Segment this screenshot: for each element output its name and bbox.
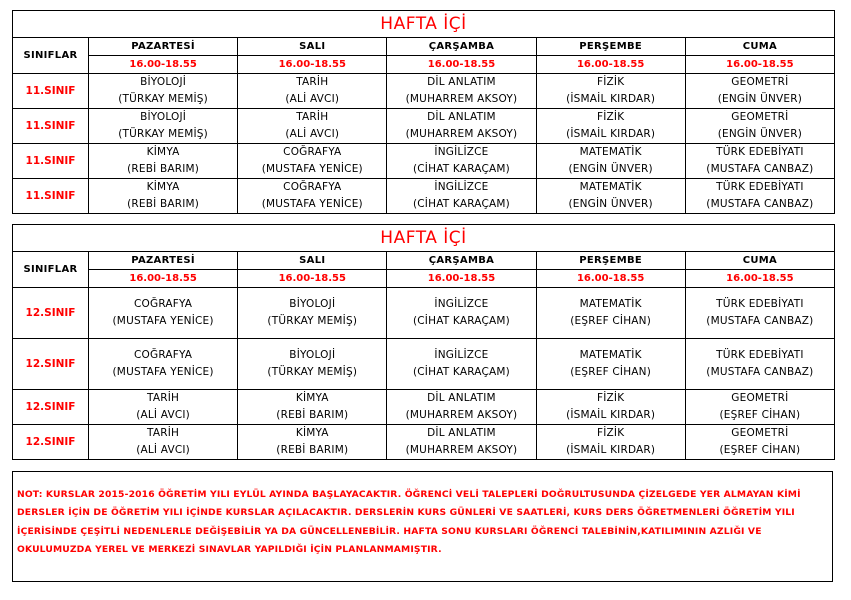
- subject-name: İNGİLİZCE: [434, 298, 489, 310]
- day-header: PERŞEMBE: [536, 252, 685, 270]
- teacher-name: (İSMAİL KIRDAR): [566, 444, 656, 456]
- subject-name: BİYOLOJİ: [289, 298, 336, 310]
- subject-name: TARİH: [296, 111, 329, 123]
- lesson-cell: [238, 179, 387, 214]
- table-row: [13, 74, 835, 109]
- day-header: PERŞEMBE: [536, 38, 685, 56]
- lesson-cell: [685, 390, 834, 425]
- teacher-name: (MUHARREM AKSOY): [405, 93, 518, 105]
- day-header: ÇARŞAMBA: [387, 38, 536, 56]
- subject-name: MATEMATİK: [579, 146, 642, 158]
- lesson-cell: [238, 390, 387, 425]
- lesson-cell: [89, 144, 238, 179]
- subject-name: GEOMETRİ: [731, 111, 789, 123]
- teacher-name: (ALİ AVCI): [285, 93, 340, 105]
- day-header: SALI: [238, 252, 387, 270]
- table-title: HAFTA İÇİ: [13, 11, 835, 38]
- subject-name: KİMYA: [295, 392, 329, 404]
- teacher-name: (MUSTAFA YENİCE): [112, 366, 214, 378]
- subject-name: BİYOLOJİ: [140, 111, 187, 123]
- class-label: 12.SINIF: [13, 390, 89, 425]
- teacher-name: (ENGİN ÜNVER): [717, 93, 803, 105]
- teacher-name: (EŞREF CİHAN): [719, 444, 801, 456]
- time-slot: 16.00-18.55: [536, 56, 685, 74]
- subject-name: MATEMATİK: [579, 349, 642, 361]
- lesson-cell: [89, 339, 238, 390]
- subject-name: KİMYA: [146, 181, 180, 193]
- class-label: 11.SINIF: [13, 109, 89, 144]
- teacher-name: (TÜRKAY MEMİŞ): [267, 366, 358, 378]
- lesson-cell: [536, 339, 685, 390]
- day-header: CUMA: [685, 252, 834, 270]
- class-label: 11.SINIF: [13, 179, 89, 214]
- lesson-cell: [685, 74, 834, 109]
- teacher-name: (EŞREF CİHAN): [570, 366, 652, 378]
- teacher-name: (REBİ BARIM): [127, 163, 200, 175]
- class-label: 12.SINIF: [13, 288, 89, 339]
- time-slot: 16.00-18.55: [238, 270, 387, 288]
- subject-name: DİL ANLATIM: [427, 76, 496, 88]
- lesson-cell: [536, 390, 685, 425]
- lesson-cell: [89, 179, 238, 214]
- table-row: [13, 144, 835, 179]
- teacher-name: (İSMAİL KIRDAR): [566, 93, 656, 105]
- lesson-cell: [685, 288, 834, 339]
- lesson-cell: [387, 144, 536, 179]
- teacher-name: (ALİ AVCI): [136, 409, 190, 421]
- teacher-name: (ENGİN ÜNVER): [568, 198, 653, 210]
- teacher-name: (EŞREF CİHAN): [570, 315, 652, 327]
- teacher-name: (ALİ AVCI): [136, 444, 190, 456]
- day-header: ÇARŞAMBA: [387, 252, 536, 270]
- lesson-cell: [536, 425, 685, 460]
- teacher-name: (REBİ BARIM): [127, 198, 200, 210]
- table-row: [13, 288, 835, 339]
- lesson-cell: [387, 390, 536, 425]
- time-slot: 16.00-18.55: [238, 56, 387, 74]
- subject-name: FİZİK: [597, 76, 625, 88]
- subject-name: TARİH: [147, 392, 180, 404]
- lesson-cell: [238, 109, 387, 144]
- time-slot: 16.00-18.55: [387, 270, 536, 288]
- class-label: 11.SINIF: [13, 144, 89, 179]
- teacher-name: (MUSTAFA CANBAZ): [706, 315, 814, 327]
- lesson-cell: [685, 109, 834, 144]
- teacher-name: (MUHARREM AKSOY): [405, 128, 518, 140]
- subject-name: BİYOLOJİ: [140, 76, 187, 88]
- teacher-name: (MUSTAFA CANBAZ): [706, 198, 814, 210]
- subject-name: COĞRAFYA: [133, 349, 193, 361]
- subject-name: DİL ANLATIM: [427, 427, 496, 439]
- table-row: [13, 109, 835, 144]
- lesson-cell: [238, 144, 387, 179]
- subject-name: MATEMATİK: [579, 181, 642, 193]
- lesson-cell: [536, 288, 685, 339]
- lesson-cell: [238, 425, 387, 460]
- teacher-name: (TÜRKAY MEMİŞ): [118, 93, 208, 105]
- teacher-name: (MUHARREM AKSOY): [405, 409, 518, 421]
- subject-name: TARİH: [296, 76, 329, 88]
- lesson-cell: [685, 339, 834, 390]
- teacher-name: (MUSTAFA YENİCE): [112, 315, 214, 327]
- lesson-cell: [387, 288, 536, 339]
- teacher-name: (TÜRKAY MEMİŞ): [118, 128, 208, 140]
- table-title: HAFTA İÇİ: [13, 225, 835, 252]
- lesson-cell: [238, 74, 387, 109]
- subject-name: FİZİK: [597, 111, 625, 123]
- subject-name: BİYOLOJİ: [289, 349, 336, 361]
- lesson-cell: [89, 390, 238, 425]
- subject-name: GEOMETRİ: [731, 76, 789, 88]
- subject-name: GEOMETRİ: [731, 427, 789, 439]
- lesson-cell: [89, 74, 238, 109]
- lesson-cell: [536, 109, 685, 144]
- note-box: NOT: KURSLAR 2015-2016 ÖĞRETİM YILI EYLÜL AYINDA BAŞLAYACAKTIR. ÖĞRENCİ VELİ TALEPLERİ DOĞRULTUSUNDA ÇİZELGEDE YER ALMAYAN KİMİ DERSLER İÇİN DE ÖĞRETİM YILI İÇİNDE KURSLAR AÇILACAKTIR. DERSLERİN KURS GÜNLERİ VE SAATLERİ, KURS DERS ÖĞRETMENLERİ ÖĞRETİM YILI İÇERİSİNDE ÇEŞİTLİ NEDENLERLE DEĞİŞEBİLİR YA DA GÜNCELLENEBİLİR. HAFTA SONU KURSLARI ÖĞRENCİ TALEBİNİN,KATILIMININ AZLIĞI VE OKULUMUZDA YEREL VE MERKEZİ SINAVLAR YAPILDIĞI İÇİN PLANLANMAMIŞTIR.: [12, 471, 833, 582]
- subject-name: DİL ANLATIM: [427, 392, 496, 404]
- table-row: [13, 425, 835, 460]
- subject-name: İNGİLİZCE: [434, 146, 489, 158]
- lesson-cell: [536, 179, 685, 214]
- teacher-name: (TÜRKAY MEMİŞ): [267, 315, 358, 327]
- teacher-name: (ENGİN ÜNVER): [568, 163, 653, 175]
- time-slot: 16.00-18.55: [387, 56, 536, 74]
- lesson-cell: [89, 288, 238, 339]
- time-slot: 16.00-18.55: [685, 56, 834, 74]
- teacher-name: (CİHAT KARAÇAM): [412, 163, 510, 175]
- subject-name: MATEMATİK: [579, 298, 642, 310]
- day-header: CUMA: [685, 38, 834, 56]
- class-label: 12.SINIF: [13, 425, 89, 460]
- teacher-name: (MUHARREM AKSOY): [405, 444, 518, 456]
- subject-name: TÜRK EDEBİYATI: [716, 349, 804, 361]
- subject-name: GEOMETRİ: [731, 392, 789, 404]
- lesson-cell: [387, 425, 536, 460]
- time-slot: 16.00-18.55: [685, 270, 834, 288]
- teacher-name: (MUSTAFA CANBAZ): [706, 163, 814, 175]
- teacher-name: (İSMAİL KIRDAR): [566, 409, 656, 421]
- teacher-name: (CİHAT KARAÇAM): [412, 366, 510, 378]
- subject-name: DİL ANLATIM: [427, 111, 496, 123]
- time-slot: 16.00-18.55: [536, 270, 685, 288]
- class-label: 11.SINIF: [13, 74, 89, 109]
- teacher-name: (REBİ BARIM): [276, 444, 349, 456]
- teacher-name: (CİHAT KARAÇAM): [412, 198, 510, 210]
- teacher-name: (MUSTAFA YENİCE): [261, 163, 363, 175]
- lesson-cell: [685, 179, 834, 214]
- lesson-cell: [238, 339, 387, 390]
- lesson-cell: [89, 109, 238, 144]
- subject-name: TARİH: [147, 427, 180, 439]
- teacher-name: (CİHAT KARAÇAM): [412, 315, 510, 327]
- lesson-cell: [536, 74, 685, 109]
- subject-name: İNGİLİZCE: [434, 181, 489, 193]
- class-label: 12.SINIF: [13, 339, 89, 390]
- schedule-table-12: [12, 224, 835, 460]
- subject-name: TÜRK EDEBİYATI: [716, 181, 804, 193]
- day-header: PAZARTESİ: [89, 252, 238, 270]
- subject-name: COĞRAFYA: [283, 146, 342, 158]
- subject-name: COĞRAFYA: [133, 298, 193, 310]
- table-row: [13, 339, 835, 390]
- teacher-name: (REBİ BARIM): [276, 409, 349, 421]
- lesson-cell: [387, 179, 536, 214]
- lesson-cell: [387, 74, 536, 109]
- lesson-cell: [536, 144, 685, 179]
- table-row: [13, 179, 835, 214]
- subject-name: FİZİK: [597, 427, 625, 439]
- teacher-name: (İSMAİL KIRDAR): [566, 128, 656, 140]
- time-slot: 16.00-18.55: [89, 56, 238, 74]
- subject-name: KİMYA: [295, 427, 329, 439]
- table-row: [13, 390, 835, 425]
- subject-name: COĞRAFYA: [283, 181, 342, 193]
- classes-header: SINIFLAR: [13, 252, 89, 288]
- day-header: PAZARTESİ: [89, 38, 238, 56]
- day-header: SALI: [238, 38, 387, 56]
- lesson-cell: [238, 288, 387, 339]
- lesson-cell: [89, 425, 238, 460]
- subject-name: İNGİLİZCE: [434, 349, 489, 361]
- lesson-cell: [685, 425, 834, 460]
- teacher-name: (MUSTAFA CANBAZ): [706, 366, 814, 378]
- time-slot: 16.00-18.55: [89, 270, 238, 288]
- subject-name: TÜRK EDEBİYATI: [716, 146, 804, 158]
- subject-name: KİMYA: [146, 146, 180, 158]
- classes-header: SINIFLAR: [13, 38, 89, 74]
- teacher-name: (EŞREF CİHAN): [719, 409, 801, 421]
- teacher-name: (ALİ AVCI): [285, 128, 340, 140]
- teacher-name: (MUSTAFA YENİCE): [261, 198, 363, 210]
- lesson-cell: [387, 109, 536, 144]
- teacher-name: (ENGİN ÜNVER): [717, 128, 803, 140]
- lesson-cell: [387, 339, 536, 390]
- subject-name: TÜRK EDEBİYATI: [716, 298, 804, 310]
- subject-name: FİZİK: [597, 392, 625, 404]
- schedule-table-11: [12, 10, 835, 214]
- lesson-cell: [685, 144, 834, 179]
